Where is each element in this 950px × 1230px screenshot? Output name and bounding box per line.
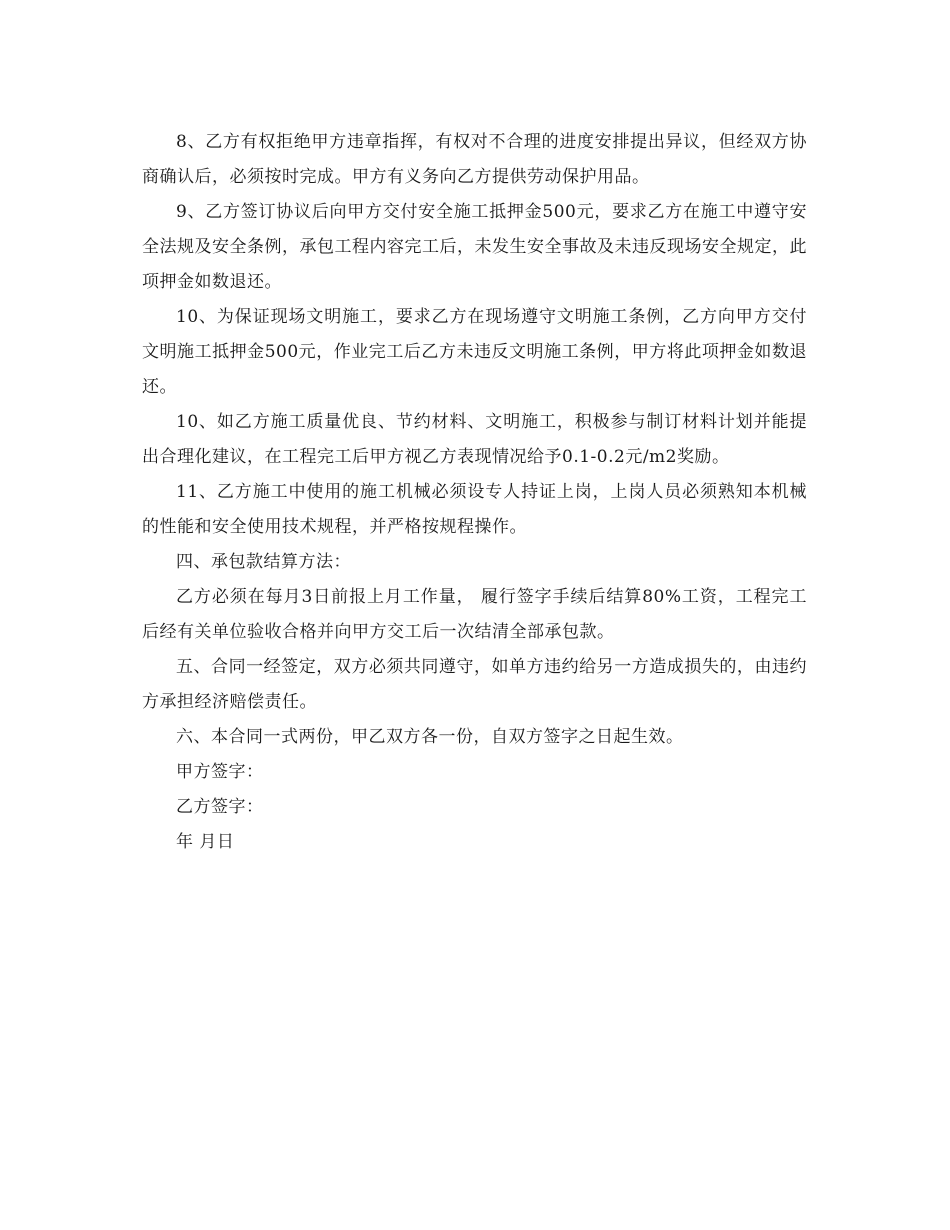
document-body [142, 125, 807, 860]
settlement-text: 乙方必须在每月3日前报上月工作量， 履行签字手续后结算80%工资，工程完工后经有关单位验收合格并向甲方交工后一次结清全部承包款。 [142, 587, 807, 642]
clause-9-safety-deposit: 9、乙方签订协议后向甲方交付安全施工抵押金500元，要求乙方在施工中遵守安全法规及安全条例，承包工程内容完工后，未发生安全事故及未违反现场安全规定，此项押金如数退还。 [142, 202, 807, 292]
party-b-signature: 乙方签字： [176, 797, 264, 817]
section-five-breach: 五、合同一经签定，双方必须共同遵守，如单方违约给另一方造成损失的，由违约方承担经济赔偿责任。 [142, 657, 807, 712]
party-a-signature: 甲方签字： [176, 762, 264, 782]
clause-10-civilized-construction-deposit: 10、为保证现场文明施工，要求乙方在现场遵守文明施工条例，乙方向甲方交付文明施工抵押金500元，作业完工后乙方未违反文明施工条例，甲方将此项押金如数退还。 [142, 307, 807, 397]
clause-11-machinery: 11、乙方施工中使用的施工机械必须设专人持证上岗，上岗人员必须熟知本机械的性能和安全使用技术规程，并严格按规程操作。 [142, 482, 807, 537]
clause-10-reward: 10、如乙方施工质量优良、节约材料、文明施工，积极参与制订材料计划并能提出合理化建议，在工程完工后甲方视乙方表现情况给予0.1-0.2元/m2奖励。 [142, 412, 807, 467]
clause-8: 8、乙方有权拒绝甲方违章指挥，有权对不合理的进度安排提出异议，但经双方协商确认后，必须按时完成。甲方有义务向乙方提供劳动保护用品。 [142, 132, 807, 187]
section-six-copies: 六、本合同一式两份，甲乙双方各一份，自双方签字之日起生效。 [176, 727, 684, 747]
signing-date: 年 月日 [176, 832, 235, 852]
section-heading-settlement: 四、承包款结算方法： [176, 552, 351, 572]
